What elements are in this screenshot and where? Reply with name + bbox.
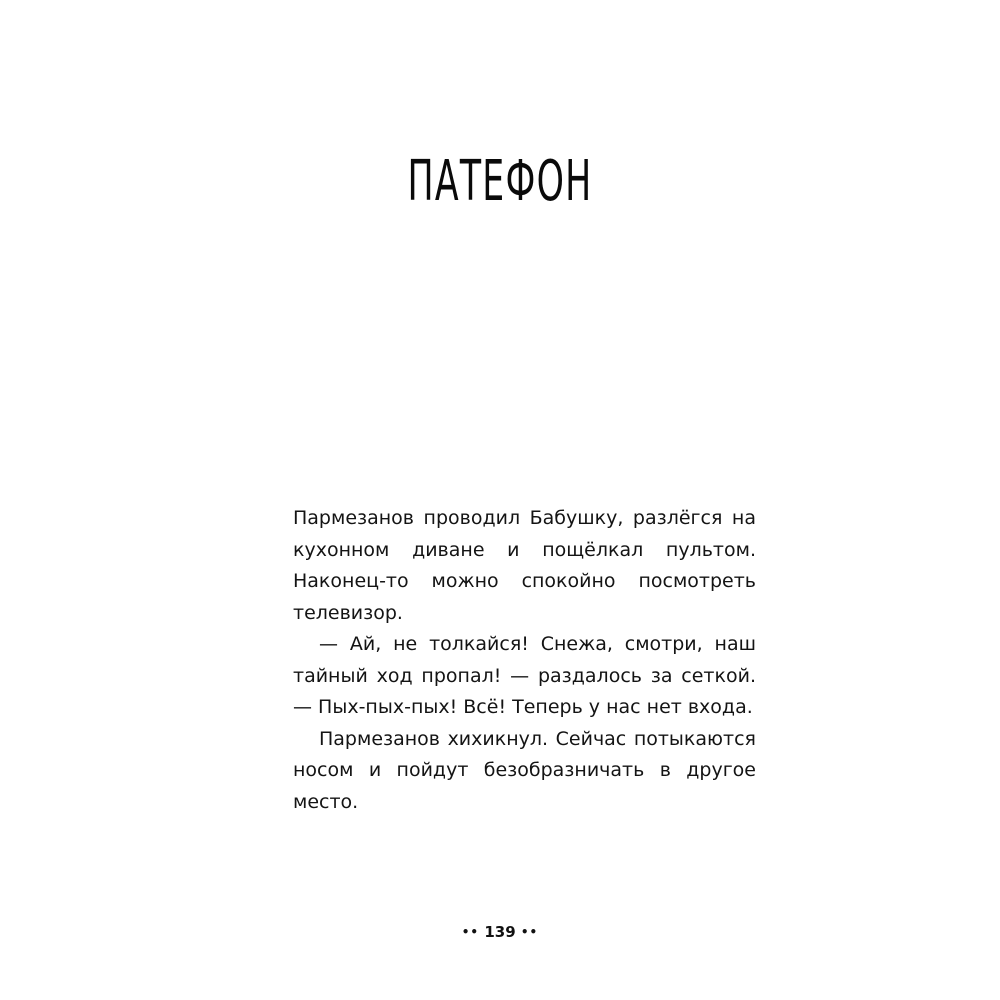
paragraph-2: — Ай, не толкайся! Снежа, смотри, наш тайный ход пропал! — раздалось за сеткой. — Пых-пых-пых! Всё! Теперь у нас нет входа. <box>293 633 756 718</box>
ornament-right: •• <box>520 925 539 939</box>
page-number-footer <box>0 922 1000 942</box>
body-text <box>293 503 756 818</box>
chapter-title: ПАТЕФОН <box>407 149 593 214</box>
paragraph-1: Пармезанов проводил Бабушку, разлёгся на кухонном диване и пощёлкал пультом. Наконец-то можно спокойно посмотреть телевизор. <box>293 507 756 624</box>
page-number: 139 <box>484 923 516 941</box>
ornament-left: •• <box>461 925 480 939</box>
paragraph-3: Пармезанов хихикнул. Сейчас потыкаются носом и пойдут безобразничать в другое место. <box>293 727 756 813</box>
